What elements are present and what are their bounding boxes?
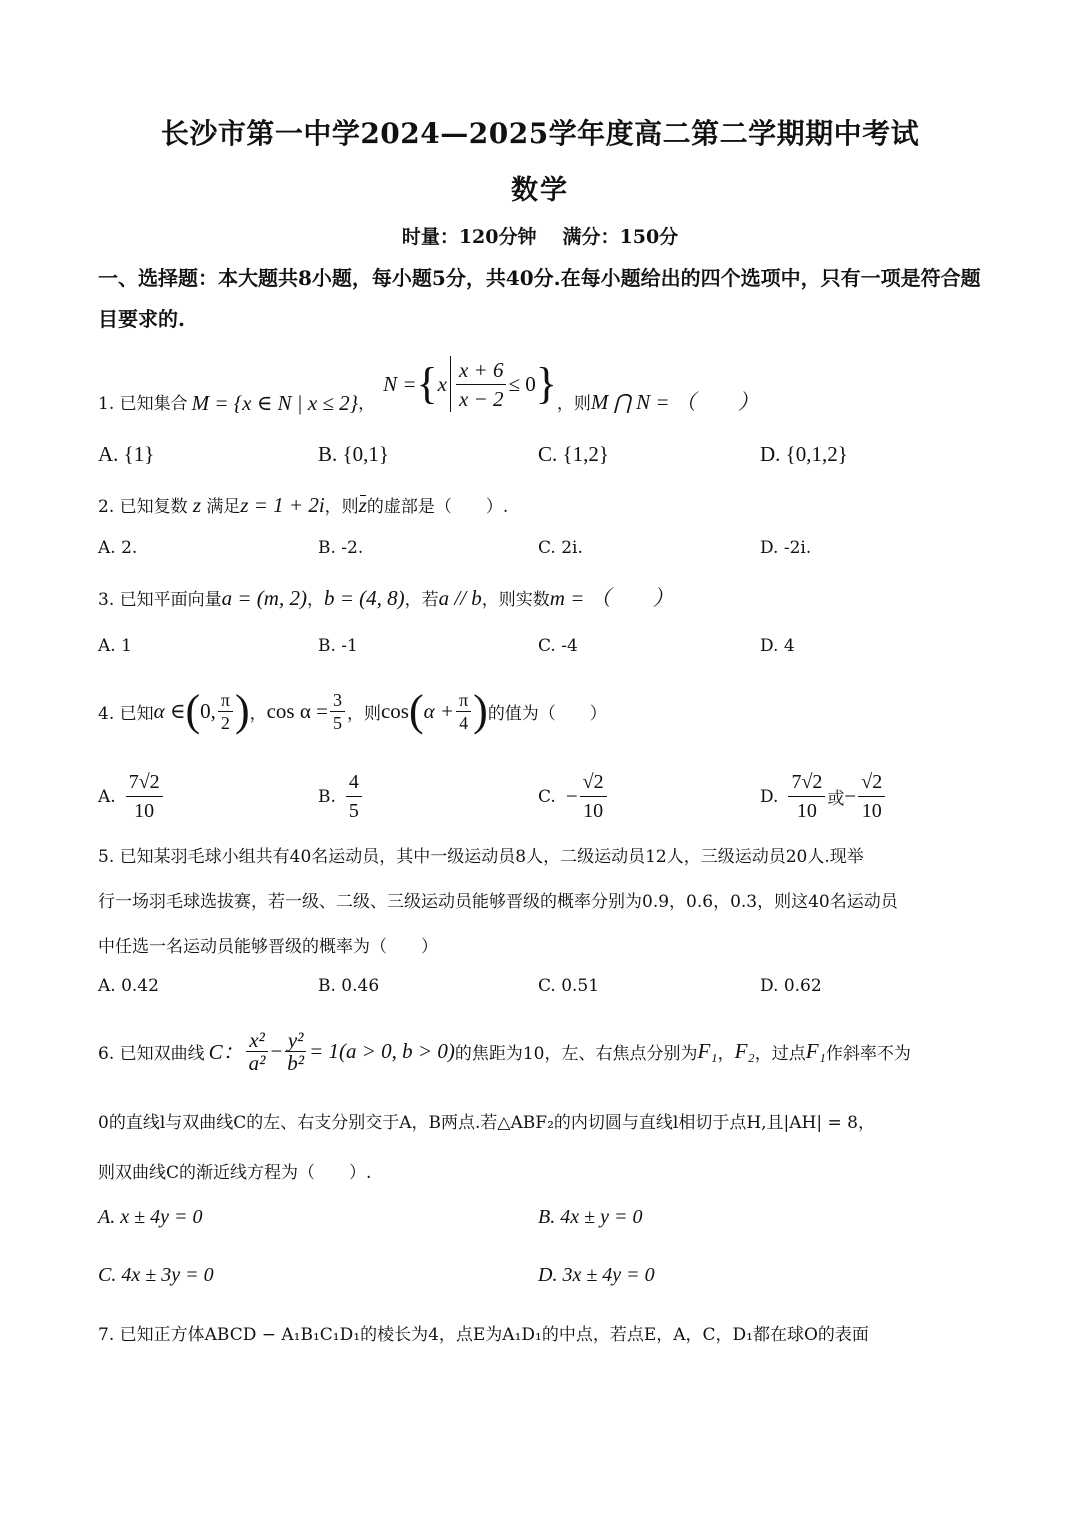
question-6-line-3: 则双曲线C的渐近线方程为（ ）. bbox=[98, 1163, 372, 1183]
q1-set-m: M = {x ∈ N | x ≤ 2} bbox=[191, 391, 359, 415]
q2-option-b: B. -2. bbox=[318, 538, 364, 558]
section-intro: 一、选择题：本大题共8小题，每小题5分，共40分.在每小题给出的四个选项中，只有一项是符合题目要求的. bbox=[98, 266, 981, 331]
q2-option-a: A. 2. bbox=[98, 538, 138, 558]
q4-option-d: D. $\frac{7√2}{10}$ 或 − $\frac{√2}{10}$ bbox=[760, 768, 887, 825]
q1-suffix: ，则 bbox=[556, 394, 591, 414]
q1-brace-open: { bbox=[416, 359, 438, 408]
time-label: 时量：120分钟 bbox=[401, 226, 537, 248]
q4-option-a: A. $\frac{7√2}{10}$ bbox=[98, 768, 165, 825]
question-5-line-1: 5. 已知某羽毛球小组共有40名运动员，其中一级运动员8人，二级运动员12人，三级运动员20人.现举 bbox=[98, 847, 864, 867]
question-6: 6. 已知双曲线 C： $\frac{\text{x²}}{\text{a²}}$ − $\frac{\text{y²}}{\text{b²}}$ = 1(a > 0, b > 0) 的焦距为10，左、右焦点分别为 F₁ ， F₂ ，过点 F₁ 作斜率不为 bbox=[98, 1027, 911, 1075]
q6-fraction-x: $\frac{\text{x²}}{\text{a²}}$ bbox=[246, 1029, 269, 1074]
q6-option-d: D. 3x ± 4y = 0 bbox=[538, 1264, 655, 1286]
q6-option-a: A. x ± 4y = 0 bbox=[98, 1206, 203, 1228]
q4-option-b: B. $\frac{4}{5}$ bbox=[318, 768, 364, 825]
q3-option-d: D. 4 bbox=[760, 636, 795, 656]
q4-option-c: C. − $\frac{√2}{10}$ bbox=[538, 768, 609, 825]
q5-option-d: D. 0.62 bbox=[760, 976, 822, 996]
q5-option-a: A. 0.42 bbox=[98, 976, 159, 996]
question-2: 2. 已知复数 z 满足z = 1 + 2i，则z的虚部是（ ）. bbox=[98, 493, 509, 517]
q2-equation: z = 1 + 2i bbox=[240, 493, 325, 517]
q1-option-d: D. {0,1,2} bbox=[760, 442, 848, 466]
exam-meta bbox=[0, 222, 1080, 249]
q1-option-b: B. {0,1} bbox=[318, 442, 389, 466]
question-1: 1. 已知集合 M = {x ∈ N | x ≤ 2} ， N = { x $\frac{x + 6}{x - 2}$ ≤ 0 } ，则 M ⋂ N = （ ） bbox=[98, 357, 759, 415]
exam-title: 长沙市第一中学2024—2025学年度高二第二学期期中考试 bbox=[160, 117, 920, 150]
q3-option-a: A. 1 bbox=[98, 636, 132, 656]
q1-set-n-lhs: N = bbox=[383, 371, 417, 396]
question-4: 4. 已知 α ∈ ( 0, $\frac{\pi}{2}$ ) ， cos α = $\frac{3}{5}$ ，则 cos ( α + $\frac{\pi}{4}$ ) 的值为（ ） bbox=[98, 686, 607, 735]
q3-parallel: a // b bbox=[438, 586, 482, 610]
q1-brace-close: } bbox=[535, 359, 557, 408]
q1-n-condition: ≤ 0 bbox=[508, 371, 536, 396]
q2-option-c: C. 2i. bbox=[538, 538, 583, 558]
q3-option-b: B. -1 bbox=[318, 636, 358, 656]
question-5-line-2: 行一场羽毛球选拔赛，若一级、二级、三级运动员能够晋级的概率分别为0.9，0.6，0.3，则这40名运动员 bbox=[98, 892, 898, 912]
question-6-line-2: 0的直线l与双曲线C的左、右支分别交于A，B两点.若△ABF₂的内切圆与直线l相切于点H,且|AH| = 8， bbox=[98, 1113, 875, 1133]
q5-option-b: B. 0.46 bbox=[318, 976, 380, 996]
q3-vector-a: a = (m, 2) bbox=[221, 586, 307, 610]
q3-vector-b: b = (4, 8) bbox=[323, 586, 405, 610]
q6-fraction-y: $\frac{\text{y²}}{\text{b²}}$ bbox=[284, 1029, 307, 1074]
q6-option-b: B. 4x ± y = 0 bbox=[538, 1206, 643, 1228]
q2-option-d: D. -2i. bbox=[760, 538, 812, 558]
q6-option-c: C. 4x ± 3y = 0 bbox=[98, 1264, 214, 1286]
question-3: 3. 已知平面向量a = (m, 2)，b = (4, 8)，若a // b，则实数m = （ ） bbox=[98, 586, 674, 610]
q5-option-c: C. 0.51 bbox=[538, 976, 600, 996]
q1-ask: M ⋂ N = （ ） bbox=[590, 390, 759, 414]
q1-prefix: 1. 已知集合 bbox=[98, 394, 188, 414]
q1-option-c: C. {1,2} bbox=[538, 442, 609, 466]
score-label: 满分：150分 bbox=[562, 226, 679, 248]
question-5-line-3: 中任选一名运动员能够晋级的概率为（ ） bbox=[98, 937, 438, 957]
question-7-line-1: 7. 已知正方体ABCD − A₁B₁C₁D₁的棱长为4，点E为A₁D₁的中点，若点E，A，C，D₁都在球O的表面 bbox=[98, 1325, 869, 1345]
q3-ask: m = （ ） bbox=[549, 586, 674, 610]
q1-n-fraction: $\frac{x + 6}{x - 2}$ bbox=[456, 356, 507, 413]
subject-title: 数学 bbox=[511, 175, 569, 206]
q1-option-a: A. {1} bbox=[98, 442, 155, 466]
q3-option-c: C. -4 bbox=[538, 636, 578, 656]
